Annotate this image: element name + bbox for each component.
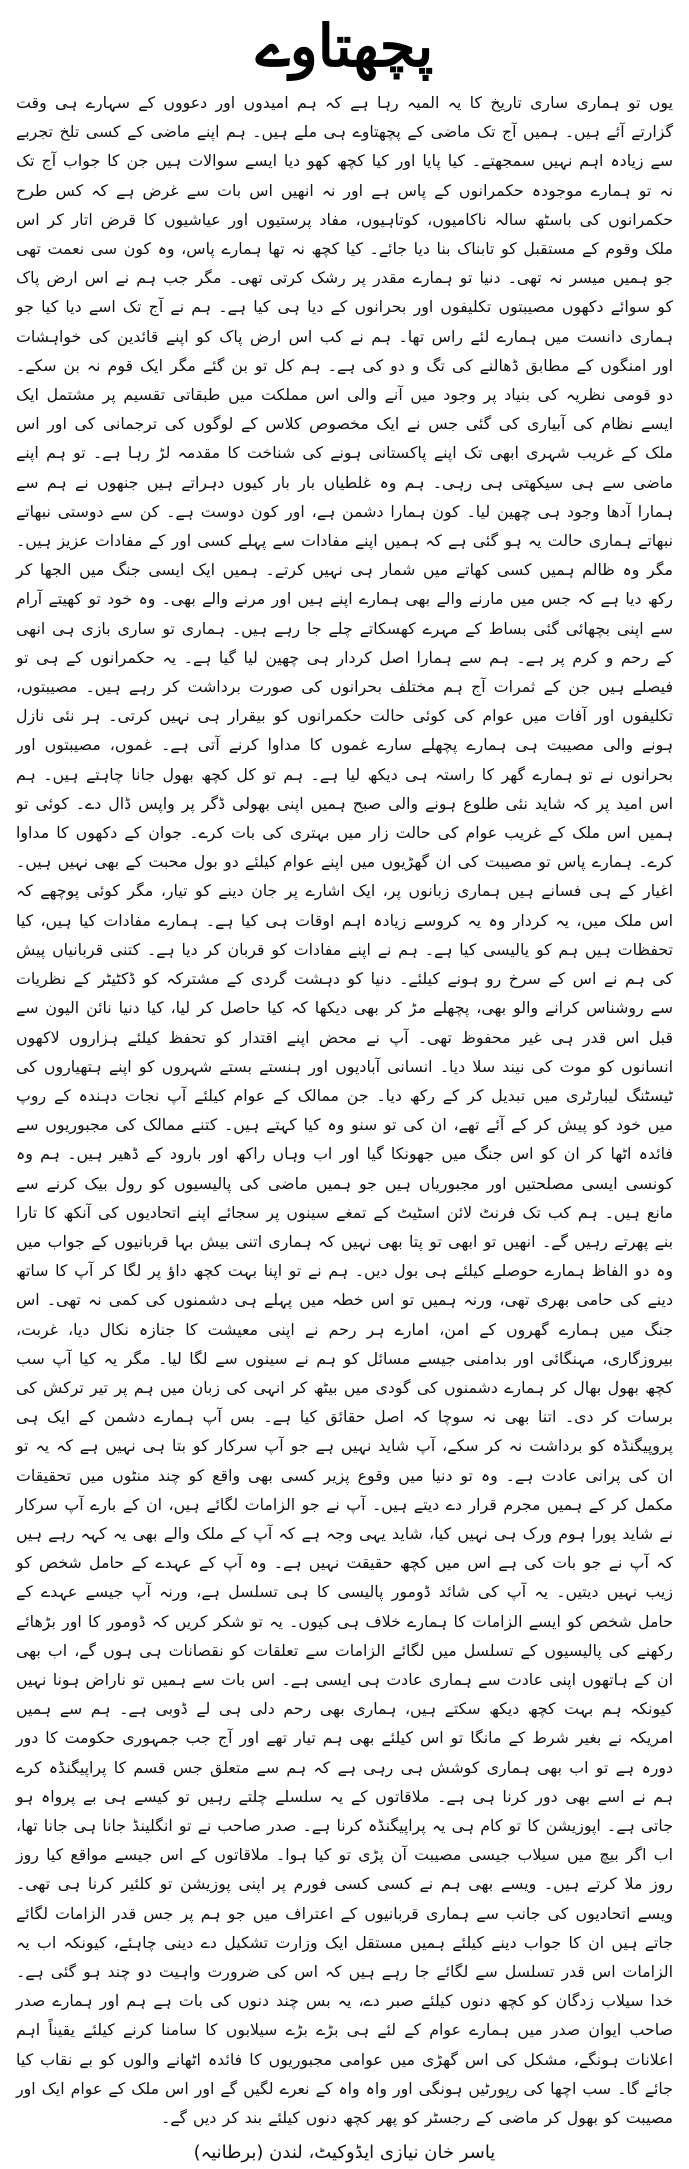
article-body xyxy=(16,88,673,2132)
article-byline: یاسر خان نیازی ایڈوکیٹ، لندن (برطانیہ) xyxy=(193,2142,496,2164)
article-headline: پچھتاوے xyxy=(255,12,434,80)
article-paragraph: یوں تو ہماری ساری تاریخ کا یہ المیہ رہا ہے کہ ہم امیدوں اور دعووں کے سہارے ہی وقت گزارتے آئے ہیں۔ ہمیں آج تک ماضی کے پچھتاوے ہی ملے ہیں۔ ہم اپنے ماضی کے کسی تلخ تجربے سے زیادہ اہم نہیں سمجھتے۔ کیا پایا اور کیا کچھ کھو دیا ایسے سوالات ہیں جن کا جواب آج تک نہ تو ہمارے موجودہ حکمرانوں کے پاس ہے اور نہ انھیں اس بات سے غرض ہے کہ کس طرح حکمرانوں کی باسٹھ سالہ ناکامیوں، کوتاہیوں، مفاد پرستیوں اور عیاشیوں کا قرض اتار کر اس ملک وقوم کے مستقبل کو تابناک بنا دیا جائے۔ کیا کچھ نہ تھا ہمارے پاس، وہ کون سی نعمت تھی جو ہمیں میسر نہ تھی۔ دنیا تو ہمارے مقدر پر رشک کرتی تھی۔ مگر جب ہم نے اس ارض پاک کو سوائے دکھوں مصیبتوں تکلیفوں اور بحرانوں کے دیا ہی کیا ہے۔ ہم نے آج تک اسے دیا کیا جو ہماری دانست میں ہمارے لئے راس تھا۔ ہم نے کب اس ارض پاک کو اپنے قائدین کی خواہشات اور امنگوں کے مطابق ڈھالنے کی تگ و دو کی ہے۔ ہم کل تو بن گئے مگر ایک قوم نہ بن سکے۔ دو قومی نظریہ کی بنیاد پر وجود میں آنے والی اس مملکت میں طبقاتی تقسیم پر مشتمل ایک ایسے نظام کی آبیاری کی گئی جس نے ایک مخصوص کلاس کے لوگوں کی ترجمانی کی اور اس ملک کے غریب شہری ابھی تک اپنے پاکستانی ہونے کی شناخت کا مقدمہ لڑ رہا ہے۔ تو ہم اپنے ماضی سے ہی سیکھتی ہی رہی۔ ہم وہ غلطیاں بار بار کیوں دہراتے ہیں جنھوں نے ہم سے ہمارا آدھا وجود ہی چھین لیا۔ کون ہمارا دشمن ہے، اور کون دوست ہے۔ کن سے دوستی نبھاتے نبھاتے ہماری حالت یہ ہو گئی ہے کہ ہمیں اپنے مفادات سے پہلے کسی اور کے مفادات عزیز ہیں۔ مگر وہ ظالم ہمیں کسی کھاتے میں شمار ہی نہیں کرتے۔ ہمیں ایک ایسی جنگ میں الجھا کر رکھ دیا ہے کہ جس میں مارنے والے بھی ہمارے اپنے ہیں اور مرنے والے بھی۔ وہ خود تو کھیتے آرام سے اپنی بچھائی گئی بساط کے مہرے کھسکاتے چلے جا رہے ہیں۔ ہماری تو ساری بازی ہی انھی کے رحم و کرم پر ہے۔ ہم سے ہمارا اصل کردار ہی چھین لیا گیا ہے۔ یہ حکمرانوں کے ہی تو فیصلے ہیں جن کے ثمرات آج ہم مختلف بحرانوں کی صورت برداشت کر رہے ہیں۔ مصیبتوں، تکلیفوں اور آفات میں عوام کی کوئی حالت حکمرانوں کو بیقرار ہی نہیں کرتی۔ ہر نئی نازل ہونے والی مصیبت ہی ہمارے پچھلے سارے غموں کا مداوا کرنے آتی ہے۔ غموں، مصیبتوں اور بحرانوں نے تو ہمارے گھر کا راستہ ہی دیکھ لیا ہے۔ ہم تو کل کچھ بھول جانا چاہتے ہیں۔ ہم اس امید پر کہ شاید نئی طلوع ہونے والی صبح ہمیں اپنی بھولی ڈگر پر واپس ڈال دے۔ کوئی تو ہمیں اس ملک کے غریب عوام کی حالت زار میں بہتری کی بات کرے۔ جوان کے دکھوں کا مداوا کرے۔ ہمارے پاس تو مصیبت کی ان گھڑیوں میں اپنے عوام کیلئے دو بول محبت کے بھی نہیں ہیں۔ اغیار کے ہی فسانے ہیں ہماری زبانوں پر، ایک اشارے پر جان دینے کو تیار، مگر کوئی پوچھے کہ اس ملک میں، یہ کردار وہ یہ کروسے زیادہ اہم اوقات ہی کیا ہے۔ ہمارے مفادات کیا ہیں، کیا تحفظات ہیں ہم کو یالیسی کیا ہے۔ ہم نے اپنے مفادات کو قربان کر دیا ہے۔ کتنی قربانیاں پیش کی ہم نے اس کے سرخ رو ہونے کیلئے۔ دنیا کو دہشت گردی کے مشترکہ کو ڈکٹیٹر کے نظریات سے روشناس کرانے والو بھی، پچھلے مڑ کر بھی دیکھا کہ کیا حاصل کر لیا، کیا دنیا نائن الیون سے قبل اس قدر ہی غیر محفوظ تھی۔ آپ نے محض اپنے اقتدار کو تحفظ کیلئے ہزاروں لاکھوں انسانوں کو موت کی نیند سلا دیا۔ انسانی آبادیوں اور ہنستے بستے شہروں کو اپنے ہتھیاروں کی ٹیسٹنگ لیبارٹری میں تبدیل کر کے رکھ دیا۔ جن ممالک کے عوام کیلئے آپ نجات دہندہ کے روپ میں خود کو پیش کر کے آئے تھے، ان کی تو سنو وہ کیا کہتے ہیں۔ کتنے ممالک کی مجبوریوں سے فائدہ اٹھا کر ان کو اس جنگ میں جھونکا گیا اور اب وہاں راکھ اور بارود کے ڈھیر ہیں۔ ہم وہ کونسی ایسی مصلحتیں اور مجبوریاں ہیں جو ہمیں ماضی کی پالیسیوں کو رول بیک کرنے سے مانع ہیں۔ ہم کب تک فرنٹ لائن اسٹیٹ کے تمغے سینوں پر سجائے اپنے اتحادیوں کی آنکھ کا تارا بنے پھرتے رہیں گے۔ انھیں تو ابھی تو پتا بھی نہیں کہ ہماری اتنی بیش بہا قربانیوں کے جواب میں وہ دو الفاظ ہمارے حوصلے کیلئے ہی بول دیں۔ ہم نے تو اپنا بہت کچھ داؤ پر لگا کر آپ کا ساتھ دینے کی حامی بھری تھی، ورنہ ہمیں تو اس خطہ میں پہلے ہی دشمنوں کی کمی نہ تھی۔ اس جنگ میں ہمارے گھروں کے امن، امارے ہر رحم نے اپنی معیشت کا جنازہ نکال دیا، غربت، بیروزگاری، مہنگائی اور بدامنی جیسے مسائل کو ہم نے سینوں سے لگا لیا۔ مگر یہ کیا آپ سب کچھ بھول بھال کر ہمارے دشمنوں کی گودی میں بیٹھ کر انہی کی زبان میں ہم پر تیر ترکش کی برسات کر دی۔ اتنا بھی نہ سوچا کہ اصل حقائق کیا ہے۔ بس آپ ہمارے دشمن کے ایک ہی پروپیگنڈہ کو برداشت نہ کر سکے، آپ شاید نہیں ہے جو آپ سرکار کو بتا ہی نہیں ہے کہ یہ تو ان کی پرانی عادت ہے۔ وہ تو دنیا میں وقوع پزیر کسی بھی واقع کو چند منٹوں میں تحقیقات مکمل کر کے ہمیں مجرم قرار دے دیتے ہیں۔ آپ نے جو الزامات لگائے ہیں، ان کے بارے آپ سرکار نے شاید پورا ہوم ورک ہی نہیں کیا، شاید یہی وجہ ہے کہ آپ کے ملک والے بھی یہ کہہ رہے ہیں کہ آپ نے جو بات کی ہے اس میں کچھ حقیقت نہیں ہے۔ وہ آپ کے عہدے کے حامل شخص کو زیب نہیں دیتیں۔ یہ آپ کی شائد ڈومور پالیسی کا ہی تسلسل ہے، ورنہ آپ جیسے عہدے کے حامل شخص کو ایسے الزامات کا ہمارے خلاف ہی کیوں۔ یہ تو شکر کریں کہ ڈومور کا اور بڑھائے رکھنے کی پالیسیوں کے تسلسل میں لگائے الزامات سے تعلقات کو نقصانات ہی ہوں گے، اب بھی ان کے ہاتھوں اپنی عادت سے ہماری عادت ہی ایسی ہے۔ اس بات سے ہمیں تو ناراض ہونا نہیں کیونکہ ہم بہت کچھ دیکھ سکتے ہیں، ہماری بھی رحم دلی ہی لے ڈوبی ہے۔ ہم سے ہمیں امریکہ نے بغیر شرط کے مانگا تو اس کیلئے بھی ہم تیار تھے اور آج جب جمہوری حکومت کا دور دورہ ہے تو اب بھی ہماری کوشش ہی رہی ہے کہ ہم سے متعلق جس قسم کا پراپیگنڈہ کرے ہم نے اسے بھی دور کرنا ہی ہے۔ ملاقاتوں کے یہ سلسلے چلتے رہیں تو کیسے ہی بے پرواہ ہو جاتی ہے۔ اپوزیشن کا تو کام ہی یہ پراپیگنڈہ کرنا ہے۔ صدر صاحب نے تو انگلینڈ جانا ہی جانا تھا، اب اگر بیچ میں سیلاب جیسی مصیبت آن پڑی تو کیا ہوا۔ ملاقاتوں کے اس جیسے مواقع کیا روز روز ملا کرتے ہیں۔ ویسے بھی ہم نے کسی کسی فورم پر اپنی پوزیشن تو کلئیر کرنا ہی تھی۔ ویسے اتحادیوں کی جانب سے ہماری قربانیوں کے اعتراف میں جو ہم پر جس قدر الزامات لگائے جاتے ہیں ان کا جواب دینے کیلئے ہمیں مستقل ایک وزارت تشکیل دے دینی چاہئے، کیونکہ اب یہ الزامات اس قدر تسلسل سے لگائے جا رہے ہیں کہ اس کی ضرورت واہیت دو چند ہو گئی ہے۔ خدا سیلاب زدگان کو کچھ دنوں کیلئے صبر دے، یہ بس چند دنوں کی بات ہے ہم اور ہمارے صدر صاحب ایوان صدر میں ہمارے عوام کے لئے ہی بڑے بڑے سیلابوں کا سامنا کرنے کیلئے یقیناً اہم اعلانات ہونگے، مشکل کی اس گھڑی میں عوامی مجبوریوں کا فائدہ اٹھانے والوں کو بے نقاب کیا جائے گا۔ سب اچھا کی رپورٹیں ہونگی اور واہ واہ کے نعرے لگیں گے اور اس ملک کے عوام ایک اور مصیبت کو بھول کر ماضی کے رجسٹر کو پھر کچھ دنوں کیلئے بند کر دیں گے۔ xyxy=(16,93,673,2128)
